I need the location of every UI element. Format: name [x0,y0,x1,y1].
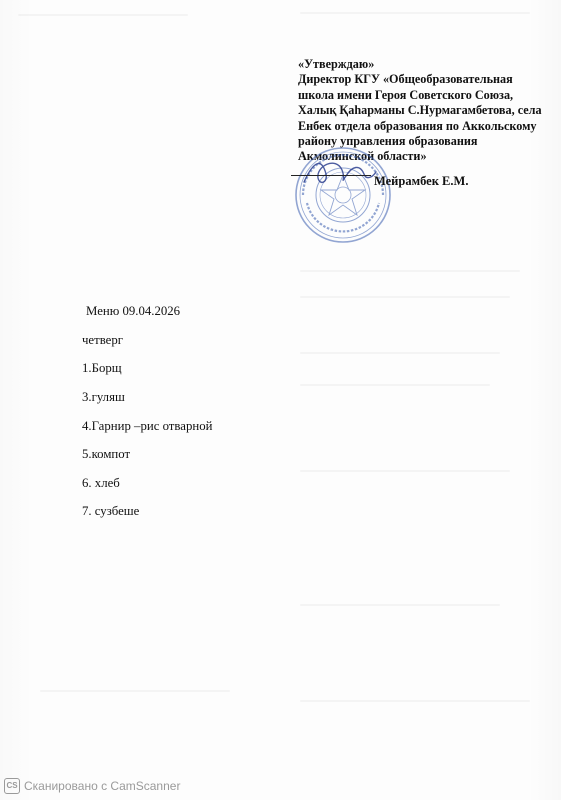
approval-line: району управления образования [298,134,478,149]
menu-item: 7. сузбеше [82,504,140,518]
bleed-through-mark [300,604,500,606]
approval-line: школа имени Героя Советского Союза, [298,87,514,102]
bleed-through-mark [40,690,230,692]
menu-item: 1.Борщ [82,361,122,375]
approval-line: Халық Қаһарманы С.Нурмагамбетова, села [298,103,542,118]
menu-item: 4.Гарнир –рис отварной [82,419,213,433]
bleed-through-mark [300,12,530,14]
menu-item: 3.гуляш [82,390,125,404]
menu-item: 6. хлеб [82,476,120,490]
menu-item: 5.компот [82,447,131,461]
approval-heading: «Утверждаю» [298,57,375,71]
camscanner-logo-icon: CS [4,778,20,794]
bleed-through-mark [300,296,510,298]
approval-line: Енбек отдела образования по Аккольскому [298,118,537,133]
signer-name: Мейрамбек Е.М. [374,174,469,188]
bleed-through-mark [300,700,530,702]
approval-line: Акмолинской области» [298,149,427,164]
bleed-through-mark [300,384,490,386]
signature-line [291,175,371,176]
signature [300,152,378,192]
scanner-watermark [4,778,180,794]
menu-title: Меню 09.04.2026 [86,304,181,318]
approval-line: Директор КГУ «Общеобразовательная [298,72,513,87]
menu-day: четверг [82,333,124,347]
bleed-through-mark [18,14,188,16]
bleed-through-mark [300,470,510,472]
bleed-through-mark [300,270,520,272]
scanner-text: Сканировано с CamScanner [24,779,181,793]
bleed-through-mark [300,352,500,354]
